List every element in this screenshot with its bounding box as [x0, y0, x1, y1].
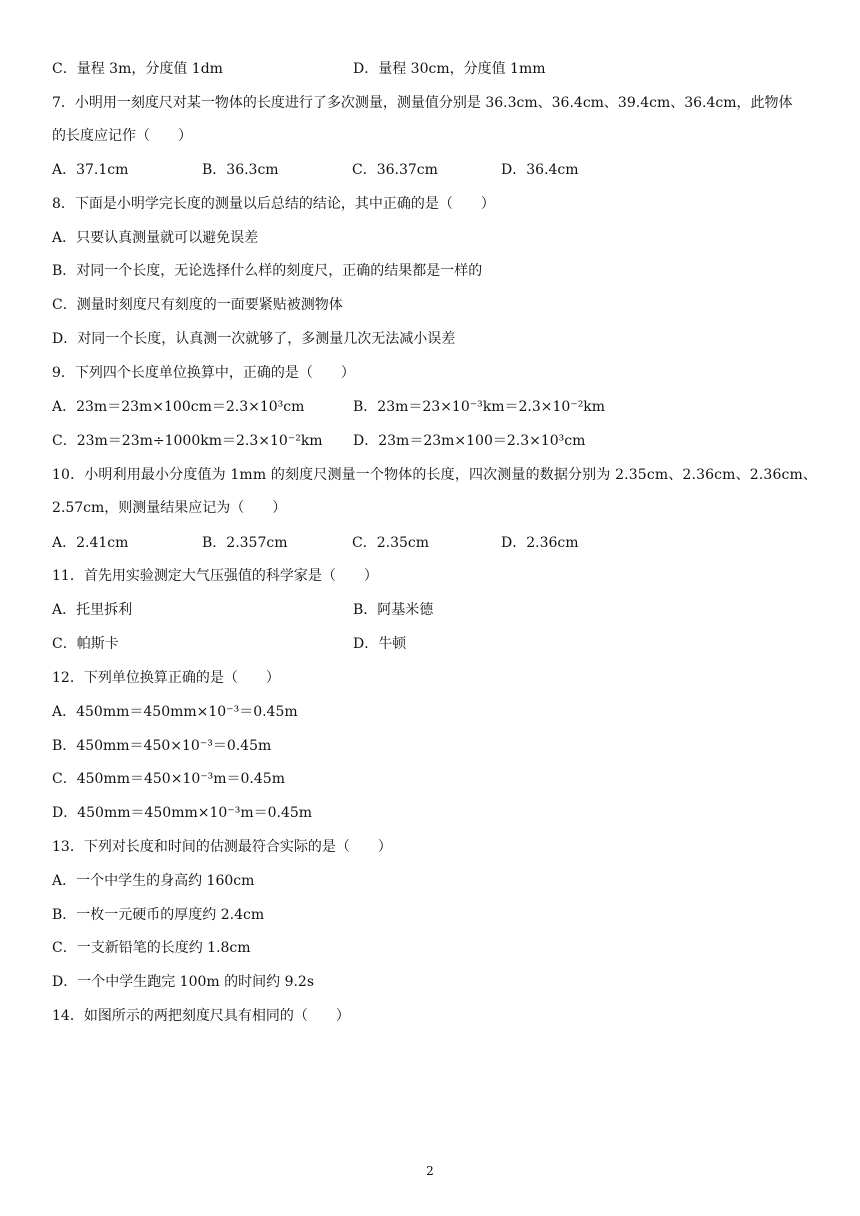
q8-option-d: D．对同一个长度，认真测一次就够了，多测量几次无法减小误差: [52, 331, 456, 347]
q8-option-c: C．测量时刻度尺有刻度的一面要紧贴被测物体: [52, 297, 343, 313]
q10-stem-line2: 2.57cm，则测量结果应记为（ ）: [52, 500, 287, 516]
q7-stem-line2: 的长度应记作（ ）: [52, 128, 192, 144]
q11-option-c: C．帕斯卡: [52, 636, 119, 652]
q8-stem: 8．下面是小明学完长度的测量以后总结的结论，其中正确的是（ ）: [52, 196, 495, 212]
q6-options-cd: [52, 59, 822, 79]
q7-options: [52, 160, 822, 180]
q14-stem: 14．如图所示的两把刻度尺具有相同的（ ）: [52, 1008, 350, 1024]
q9-stem: 9．下列四个长度单位换算中，正确的是（ ）: [52, 365, 355, 381]
q10-option-c: C．2.35cm: [352, 535, 429, 551]
q11-stem: 11．首先用实验测定大气压强值的科学家是（ ）: [52, 568, 378, 584]
q12-option-d: D．450mm＝450mm×10⁻³m＝0.45m: [52, 805, 313, 821]
q10-option-d: D．2.36cm: [501, 535, 579, 551]
q10-option-b: B．2.357cm: [202, 535, 288, 551]
page-number: 2: [426, 1164, 434, 1178]
q6-option-d: D．量程 30cm，分度值 1mm: [353, 61, 546, 77]
q10-option-a: A．2.41cm: [52, 535, 129, 551]
q7-option-c: C．36.37cm: [352, 162, 438, 178]
q13-option-a: A．一个中学生的身高约 160cm: [52, 873, 255, 889]
q7-option-d: D．36.4cm: [501, 162, 579, 178]
q9-option-a: A．23m＝23m×100cm＝2.3×10³cm: [52, 399, 305, 415]
q7-option-a: A．37.1cm: [52, 162, 129, 178]
q11-option-d: D．牛顿: [353, 636, 407, 652]
q12-option-c: C．450mm＝450×10⁻³m＝0.45m: [52, 771, 285, 787]
q12-stem: 12．下列单位换算正确的是（ ）: [52, 670, 280, 686]
q7-stem-line1: 7．小明用一刻度尺对某一物体的长度进行了多次测量，测量值分别是 36.3cm、36.4cm、39.4cm、36.4cm，此物体: [52, 95, 793, 111]
q11-option-b: B．阿基米德: [353, 602, 434, 618]
q9-option-d: D．23m＝23m×100＝2.3×10³cm: [353, 433, 586, 449]
q6-option-c: C．量程 3m，分度值 1dm: [52, 61, 223, 77]
q9-option-b: B．23m＝23×10⁻³km＝2.3×10⁻²km: [353, 399, 606, 415]
q11-options-ab: [52, 600, 822, 620]
q12-option-a: A．450mm＝450mm×10⁻³＝0.45m: [52, 704, 298, 720]
q9-option-c: C．23m＝23m÷1000km＝2.3×10⁻²km: [52, 433, 323, 449]
q9-options-cd: [52, 431, 822, 451]
q9-options-ab: [52, 397, 822, 417]
q13-option-b: B．一枚一元硬币的厚度约 2.4cm: [52, 907, 265, 923]
q10-options: [52, 533, 822, 553]
q13-stem: 13．下列对长度和时间的估测最符合实际的是（ ）: [52, 839, 392, 855]
q7-option-b: B．36.3cm: [202, 162, 279, 178]
q11-options-cd: [52, 634, 822, 654]
q13-option-d: D．一个中学生跑完 100m 的时间约 9.2s: [52, 974, 315, 990]
q12-option-b: B．450mm＝450×10⁻³＝0.45m: [52, 738, 272, 754]
q8-option-a: A．只要认真测量就可以避免误差: [52, 230, 259, 246]
q13-option-c: C．一支新铅笔的长度约 1.8cm: [52, 940, 251, 956]
q11-option-a: A．托里拆利: [52, 602, 133, 618]
q10-stem-line1: 10．小明利用最小分度值为 1mm 的刻度尺测量一个物体的长度，四次测量的数据分别为 2.35cm、2.36cm、2.36cm、: [52, 467, 818, 483]
q8-option-b: B．对同一个长度，无论选择什么样的刻度尺，正确的结果都是一样的: [52, 263, 483, 279]
